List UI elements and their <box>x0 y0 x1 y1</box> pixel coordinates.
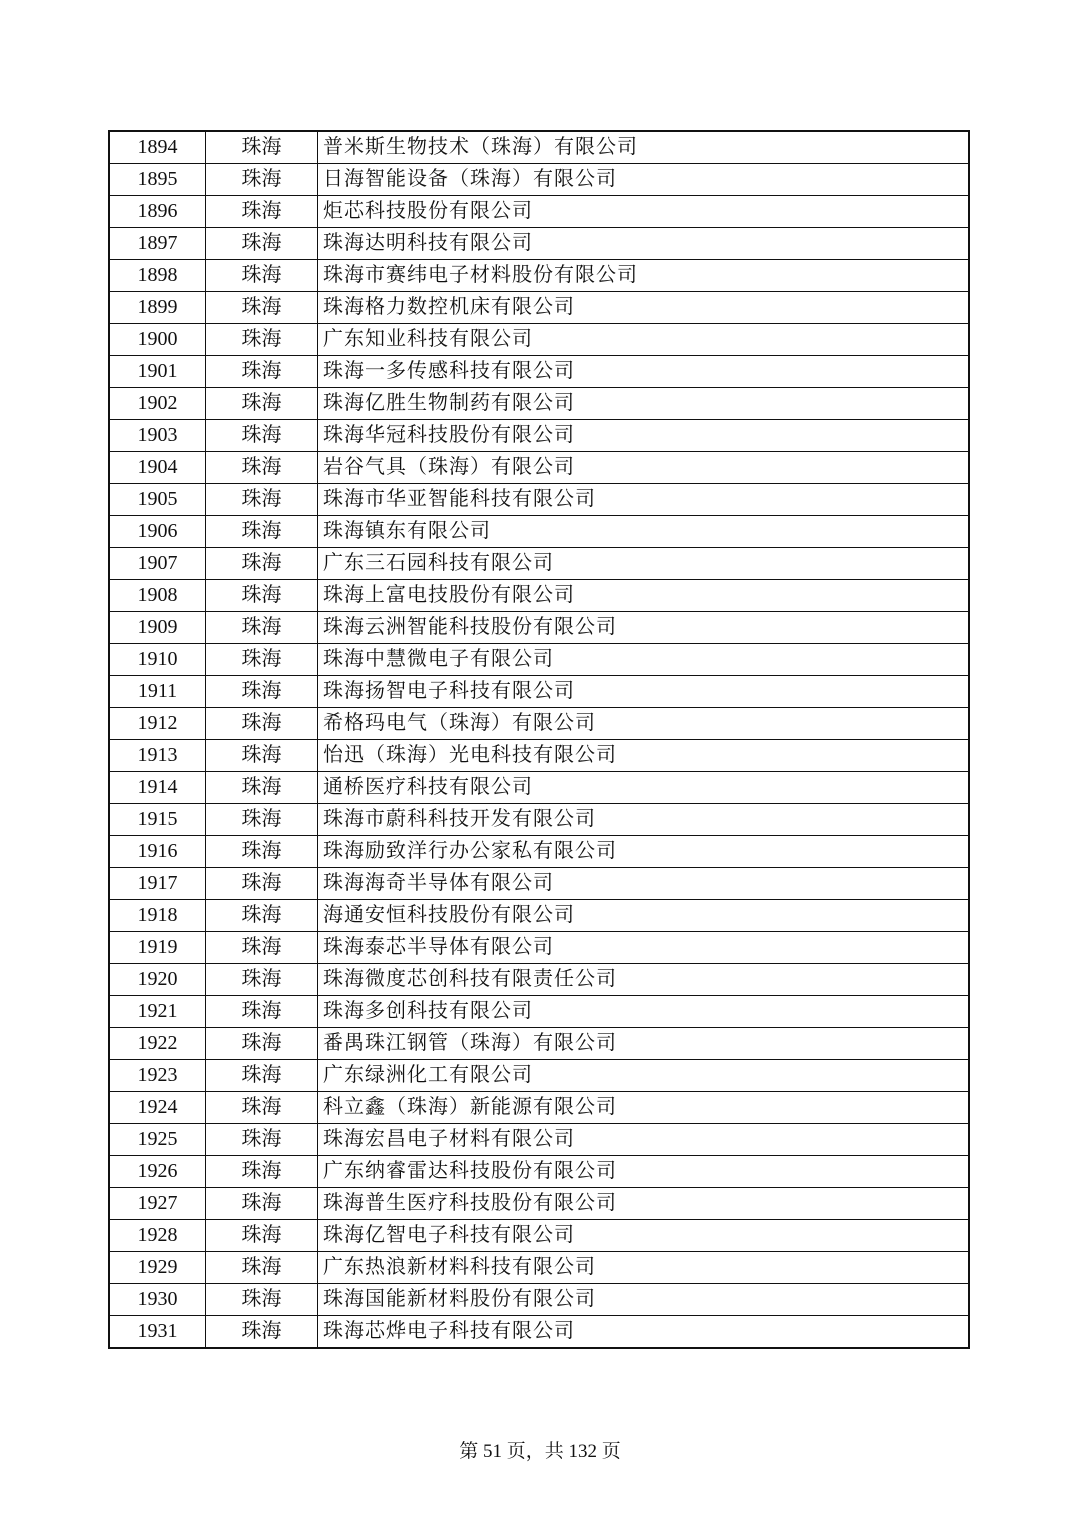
row-number: 1905 <box>109 484 206 516</box>
row-city: 珠海 <box>206 1092 318 1124</box>
row-number: 1913 <box>109 740 206 772</box>
row-city: 珠海 <box>206 740 318 772</box>
table-row <box>109 388 969 420</box>
table-row <box>109 292 969 324</box>
row-city: 珠海 <box>206 516 318 548</box>
table-row <box>109 1316 969 1349</box>
row-company-name: 珠海市华亚智能科技有限公司 <box>318 484 970 516</box>
page-footer: 第 51 页，共 132 页 <box>459 1441 621 1462</box>
table-row <box>109 516 969 548</box>
table-row <box>109 1284 969 1316</box>
table-row <box>109 1028 969 1060</box>
row-city: 珠海 <box>206 1252 318 1284</box>
table-row <box>109 228 969 260</box>
row-company-name: 日海智能设备（珠海）有限公司 <box>318 164 970 196</box>
row-company-name: 珠海云洲智能科技股份有限公司 <box>318 612 970 644</box>
row-company-name: 珠海上富电技股份有限公司 <box>318 580 970 612</box>
row-number: 1908 <box>109 580 206 612</box>
row-city: 珠海 <box>206 612 318 644</box>
row-number: 1898 <box>109 260 206 292</box>
row-number: 1900 <box>109 324 206 356</box>
row-city: 珠海 <box>206 356 318 388</box>
row-company-name: 珠海华冠科技股份有限公司 <box>318 420 970 452</box>
row-company-name: 广东知业科技有限公司 <box>318 324 970 356</box>
row-company-name: 通桥医疗科技有限公司 <box>318 772 970 804</box>
table-row <box>109 964 969 996</box>
row-number: 1914 <box>109 772 206 804</box>
row-number: 1906 <box>109 516 206 548</box>
row-company-name: 珠海达明科技有限公司 <box>318 228 970 260</box>
row-company-name: 岩谷气具（珠海）有限公司 <box>318 452 970 484</box>
row-company-name: 珠海扬智电子科技有限公司 <box>318 676 970 708</box>
row-company-name: 珠海亿胜生物制药有限公司 <box>318 388 970 420</box>
table-row <box>109 1220 969 1252</box>
row-city: 珠海 <box>206 868 318 900</box>
row-company-name: 珠海一多传感科技有限公司 <box>318 356 970 388</box>
row-city: 珠海 <box>206 196 318 228</box>
row-city: 珠海 <box>206 452 318 484</box>
row-city: 珠海 <box>206 548 318 580</box>
row-company-name: 珠海亿智电子科技有限公司 <box>318 1220 970 1252</box>
table-row <box>109 676 969 708</box>
row-number: 1930 <box>109 1284 206 1316</box>
row-number: 1907 <box>109 548 206 580</box>
row-number: 1895 <box>109 164 206 196</box>
row-number: 1923 <box>109 1060 206 1092</box>
table-row <box>109 484 969 516</box>
row-company-name: 珠海镇东有限公司 <box>318 516 970 548</box>
row-number: 1931 <box>109 1316 206 1349</box>
row-company-name: 普米斯生物技术（珠海）有限公司 <box>318 131 970 164</box>
company-table <box>108 130 970 1349</box>
row-city: 珠海 <box>206 932 318 964</box>
row-city: 珠海 <box>206 580 318 612</box>
row-city: 珠海 <box>206 131 318 164</box>
row-number: 1927 <box>109 1188 206 1220</box>
row-company-name: 珠海宏昌电子材料有限公司 <box>318 1124 970 1156</box>
row-city: 珠海 <box>206 260 318 292</box>
row-number: 1909 <box>109 612 206 644</box>
row-city: 珠海 <box>206 708 318 740</box>
row-company-name: 珠海中慧微电子有限公司 <box>318 644 970 676</box>
row-number: 1924 <box>109 1092 206 1124</box>
table-row <box>109 644 969 676</box>
row-city: 珠海 <box>206 1060 318 1092</box>
row-company-name: 炬芯科技股份有限公司 <box>318 196 970 228</box>
row-number: 1911 <box>109 676 206 708</box>
table-row <box>109 420 969 452</box>
row-city: 珠海 <box>206 484 318 516</box>
row-company-name: 珠海普生医疗科技股份有限公司 <box>318 1188 970 1220</box>
row-number: 1910 <box>109 644 206 676</box>
row-city: 珠海 <box>206 1284 318 1316</box>
table-row <box>109 164 969 196</box>
row-company-name: 科立鑫（珠海）新能源有限公司 <box>318 1092 970 1124</box>
row-number: 1897 <box>109 228 206 260</box>
row-company-name: 广东纳睿雷达科技股份有限公司 <box>318 1156 970 1188</box>
row-company-name: 珠海国能新材料股份有限公司 <box>318 1284 970 1316</box>
row-number: 1899 <box>109 292 206 324</box>
table-row <box>109 196 969 228</box>
table-row <box>109 804 969 836</box>
table-row <box>109 452 969 484</box>
row-city: 珠海 <box>206 1156 318 1188</box>
table-row <box>109 548 969 580</box>
table-row <box>109 708 969 740</box>
row-number: 1925 <box>109 1124 206 1156</box>
row-city: 珠海 <box>206 1188 318 1220</box>
row-number: 1928 <box>109 1220 206 1252</box>
table-row <box>109 1060 969 1092</box>
table-row <box>109 772 969 804</box>
table-row <box>109 580 969 612</box>
table-row <box>109 1252 969 1284</box>
table-row <box>109 356 969 388</box>
row-number: 1912 <box>109 708 206 740</box>
row-company-name: 珠海励致洋行办公家私有限公司 <box>318 836 970 868</box>
row-company-name: 广东三石园科技有限公司 <box>318 548 970 580</box>
row-city: 珠海 <box>206 420 318 452</box>
row-city: 珠海 <box>206 804 318 836</box>
row-number: 1902 <box>109 388 206 420</box>
row-number: 1916 <box>109 836 206 868</box>
row-company-name: 珠海市赛纬电子材料股份有限公司 <box>318 260 970 292</box>
table-row <box>109 612 969 644</box>
table-row <box>109 996 969 1028</box>
row-company-name: 珠海泰芯半导体有限公司 <box>318 932 970 964</box>
row-company-name: 海通安恒科技股份有限公司 <box>318 900 970 932</box>
row-city: 珠海 <box>206 996 318 1028</box>
table-row <box>109 1124 969 1156</box>
table-row <box>109 260 969 292</box>
row-number: 1922 <box>109 1028 206 1060</box>
row-city: 珠海 <box>206 1220 318 1252</box>
row-number: 1919 <box>109 932 206 964</box>
row-number: 1894 <box>109 131 206 164</box>
row-number: 1917 <box>109 868 206 900</box>
row-company-name: 希格玛电气（珠海）有限公司 <box>318 708 970 740</box>
row-number: 1901 <box>109 356 206 388</box>
row-company-name: 怡迅（珠海）光电科技有限公司 <box>318 740 970 772</box>
table-row <box>109 740 969 772</box>
row-city: 珠海 <box>206 644 318 676</box>
row-city: 珠海 <box>206 836 318 868</box>
row-number: 1896 <box>109 196 206 228</box>
row-number: 1915 <box>109 804 206 836</box>
row-city: 珠海 <box>206 164 318 196</box>
row-company-name: 广东热浪新材料科技有限公司 <box>318 1252 970 1284</box>
row-city: 珠海 <box>206 964 318 996</box>
row-number: 1929 <box>109 1252 206 1284</box>
row-city: 珠海 <box>206 388 318 420</box>
row-number: 1918 <box>109 900 206 932</box>
row-company-name: 珠海微度芯创科技有限责任公司 <box>318 964 970 996</box>
row-city: 珠海 <box>206 228 318 260</box>
table-row <box>109 131 969 164</box>
row-city: 珠海 <box>206 1028 318 1060</box>
row-number: 1920 <box>109 964 206 996</box>
table-row <box>109 868 969 900</box>
table-row <box>109 1188 969 1220</box>
row-city: 珠海 <box>206 900 318 932</box>
row-city: 珠海 <box>206 324 318 356</box>
row-city: 珠海 <box>206 292 318 324</box>
table-row <box>109 932 969 964</box>
table-row <box>109 836 969 868</box>
table-row <box>109 1092 969 1124</box>
row-city: 珠海 <box>206 772 318 804</box>
row-company-name: 番禺珠江钢管（珠海）有限公司 <box>318 1028 970 1060</box>
row-number: 1926 <box>109 1156 206 1188</box>
row-company-name: 珠海多创科技有限公司 <box>318 996 970 1028</box>
table-row <box>109 1156 969 1188</box>
row-company-name: 珠海格力数控机床有限公司 <box>318 292 970 324</box>
row-company-name: 广东绿洲化工有限公司 <box>318 1060 970 1092</box>
table-row <box>109 324 969 356</box>
row-city: 珠海 <box>206 1124 318 1156</box>
row-number: 1904 <box>109 452 206 484</box>
row-company-name: 珠海芯烨电子科技有限公司 <box>318 1316 970 1349</box>
row-number: 1903 <box>109 420 206 452</box>
row-company-name: 珠海海奇半导体有限公司 <box>318 868 970 900</box>
table-row <box>109 900 969 932</box>
row-number: 1921 <box>109 996 206 1028</box>
row-company-name: 珠海市蔚科科技开发有限公司 <box>318 804 970 836</box>
row-city: 珠海 <box>206 1316 318 1349</box>
row-city: 珠海 <box>206 676 318 708</box>
